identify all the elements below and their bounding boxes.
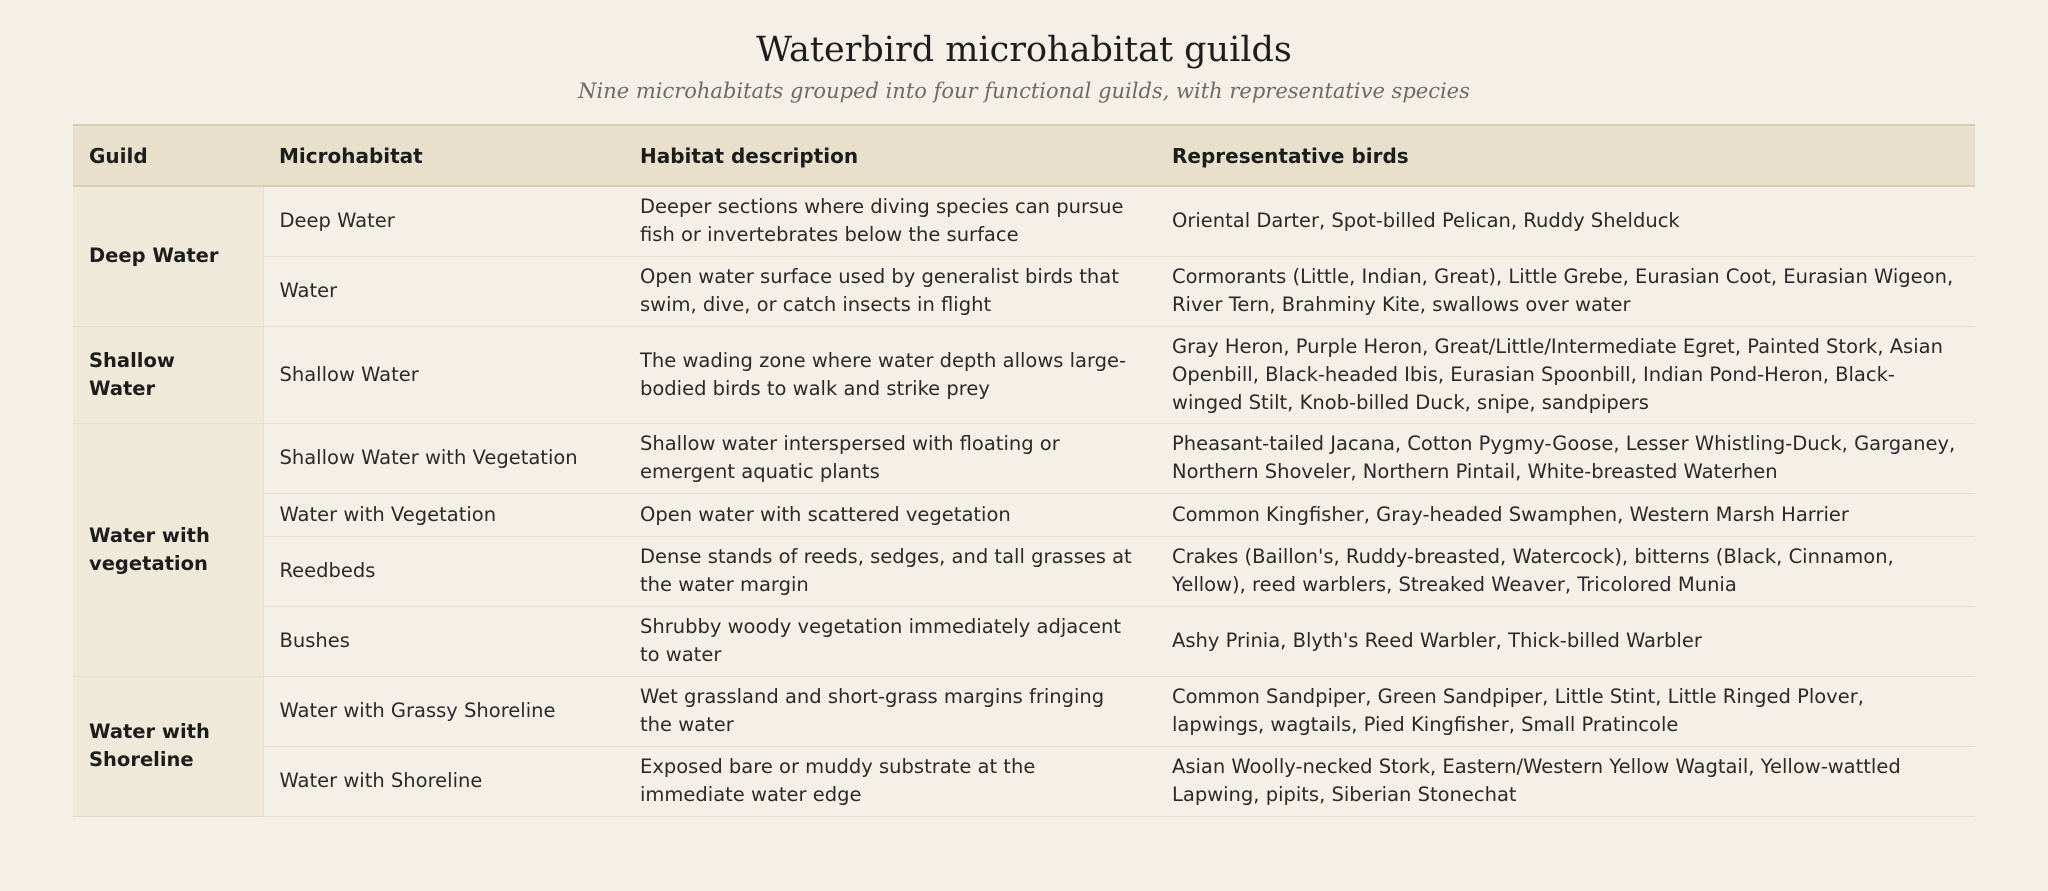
microhabitat-cell: Deep Water — [263, 186, 624, 256]
birds-cell: Common Kingfisher, Gray-headed Swamphen, Western Marsh Harrier — [1156, 493, 1975, 536]
table-row — [73, 256, 1975, 326]
microhabitat-cell: Water with Shoreline — [263, 746, 624, 816]
guild-table-container — [73, 124, 1975, 817]
birds-cell: Ashy Prinia, Blyth's Reed Warbler, Thick-billed Warbler — [1156, 606, 1975, 676]
table-row — [73, 423, 1975, 493]
table-row — [73, 326, 1975, 423]
description-cell: Deeper sections where diving species can pursue fish or invertebrates below the surface — [624, 186, 1156, 256]
microhabitat-cell: Reedbeds — [263, 536, 624, 606]
column-header-description: Habitat description — [640, 143, 859, 168]
guild-table — [73, 124, 1975, 817]
guild-label: Deep Water — [89, 244, 219, 268]
description-cell: Open water with scattered vegetation — [624, 493, 1156, 536]
column-header-guild: Guild — [89, 143, 148, 168]
description-cell: The wading zone where water depth allows large-bodied birds to walk and strike prey — [624, 326, 1156, 423]
header-row — [73, 125, 1975, 186]
table-body — [73, 186, 1975, 816]
birds-cell: Common Sandpiper, Green Sandpiper, Little Stint, Little Ringed Plover, lapwings, wagtails, Pied Kingfisher, Small Pratincole — [1156, 676, 1975, 746]
birds-cell: Crakes (Baillon's, Ruddy-breasted, Watercock), bitterns (Black, Cinnamon, Yellow), reed warblers, Streaked Weaver, Tricolored Munia — [1156, 536, 1975, 606]
page-subtitle: Nine microhabitats grouped into four functional guilds, with representative species — [578, 79, 1470, 103]
table-header — [73, 125, 1975, 186]
microhabitat-cell: Water — [263, 256, 624, 326]
guild-cell-water-with-vegetation — [73, 423, 263, 676]
table-row — [73, 746, 1975, 816]
table-row — [73, 606, 1975, 676]
microhabitat-cell: Shallow Water with Vegetation — [263, 423, 624, 493]
description-cell: Dense stands of reeds, sedges, and tall grasses at the water margin — [624, 536, 1156, 606]
microhabitat-cell: Shallow Water — [263, 326, 624, 423]
microhabitat-cell: Water with Vegetation — [263, 493, 624, 536]
guild-label: Water with Shoreline — [89, 720, 210, 771]
description-cell: Shallow water interspersed with floating or emergent aquatic plants — [624, 423, 1156, 493]
birds-cell: Gray Heron, Purple Heron, Great/Little/Intermediate Egret, Painted Stork, Asian Openbill, Black-headed Ibis, Eurasian Spoonbill, Indian Pond-Heron, Black-winged Stilt, Knob-billed Duck, snipe, sandpipers — [1156, 326, 1975, 423]
description-cell: Shrubby woody vegetation immediately adjacent to water — [624, 606, 1156, 676]
guild-cell-deep-water — [73, 186, 263, 326]
birds-cell: Oriental Darter, Spot-billed Pelican, Ruddy Shelduck — [1156, 186, 1975, 256]
birds-cell: Asian Woolly-necked Stork, Eastern/Western Yellow Wagtail, Yellow-wattled Lapwing, pipits, Siberian Stonechat — [1156, 746, 1975, 816]
description-cell: Exposed bare or muddy substrate at the immediate water edge — [624, 746, 1156, 816]
description-cell: Wet grassland and short-grass margins fringing the water — [624, 676, 1156, 746]
guild-label: Water with vegetation — [89, 523, 210, 575]
column-header-microhabitat: Microhabitat — [279, 143, 423, 168]
description-cell: Open water surface used by generalist birds that swim, dive, or catch insects in flight — [624, 256, 1156, 326]
page-title: Waterbird microhabitat guilds — [756, 30, 1292, 70]
birds-cell: Cormorants (Little, Indian, Great), Little Grebe, Eurasian Coot, Eurasian Wigeon, River Tern, Brahminy Kite, swallows over water — [1156, 256, 1975, 326]
table-row — [73, 536, 1975, 606]
microhabitat-cell: Water with Grassy Shoreline — [263, 676, 624, 746]
table-row — [73, 493, 1975, 536]
guild-cell-water-with-shoreline — [73, 676, 263, 816]
column-header-birds: Representative birds — [1172, 143, 1409, 168]
table-row — [73, 186, 1975, 256]
birds-cell: Pheasant-tailed Jacana, Cotton Pygmy-Goose, Lesser Whistling-Duck, Garganey, Northern Shoveler, Northern Pintail, White-breasted Waterhen — [1156, 423, 1975, 493]
table-row — [73, 676, 1975, 746]
microhabitat-cell: Bushes — [263, 606, 624, 676]
guild-label: Shallow Water — [89, 348, 175, 400]
guild-cell-shallow-water — [73, 326, 263, 423]
